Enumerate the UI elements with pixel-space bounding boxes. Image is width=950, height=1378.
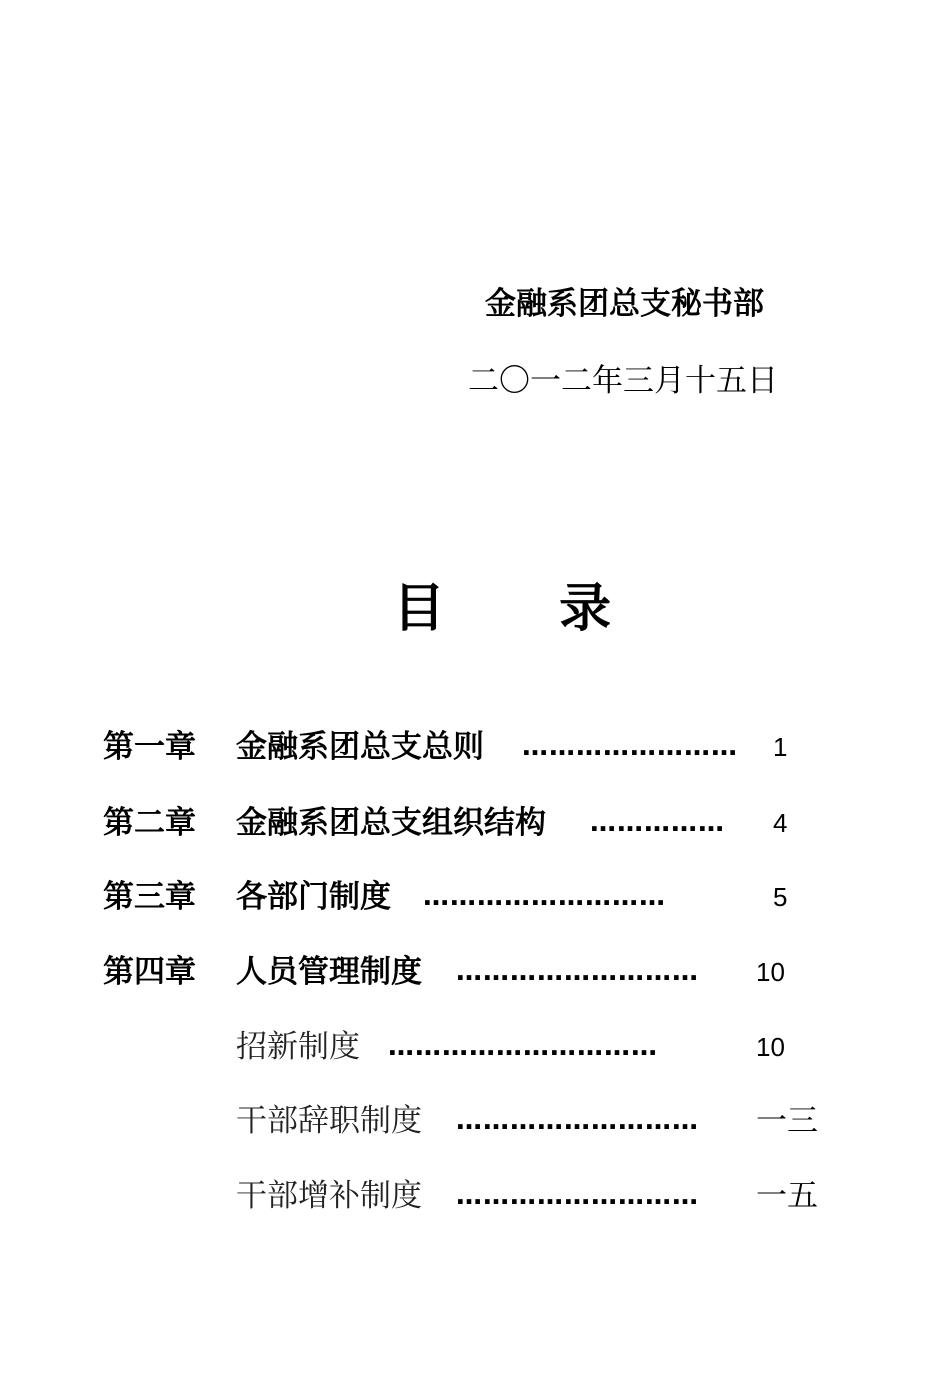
toc-leader-dots: ……………………… [456,957,699,987]
toc-page-number: 10 [756,1032,785,1062]
toc-page-number: 一三 [756,1103,818,1139]
toc-page-number: 4 [773,808,788,838]
toc-entry[interactable] [0,727,950,767]
toc-chapter-title: 金融系团总支组织结构 [236,805,546,841]
toc-page-number: 1 [773,732,788,762]
toc-entry[interactable] [0,877,950,917]
toc-chapter-label: 第二章 [103,805,196,841]
toc-subentry[interactable] [0,1027,950,1067]
toc-title: 目 录 [393,579,660,639]
toc-entry[interactable] [0,803,950,843]
toc-leader-dots: ………………………… [388,1032,658,1062]
toc-subentry-title: 干部增补制度 [236,1178,422,1214]
organization-name: 金融系团总支秘书部 [485,286,764,322]
toc-leader-dots: …………………… [522,732,738,762]
toc-entry[interactable] [0,952,950,992]
toc-leader-dots: ……………………… [456,1181,699,1211]
toc-subentry-title: 招新制度 [236,1029,360,1065]
toc-chapter-title: 人员管理制度 [236,954,422,990]
toc-subentry[interactable] [0,1101,950,1141]
toc-chapter-label: 第三章 [103,879,196,915]
toc-chapter-title: 金融系团总支总则 [236,729,484,765]
toc-subentry-title: 干部辞职制度 [236,1103,422,1139]
document-date: 二〇一二年三月十五日 [468,363,778,399]
toc-leader-dots: ……………………… [423,882,666,912]
toc-subentry[interactable] [0,1176,950,1216]
toc-leader-dots: …………… [590,808,725,838]
toc-page-number: 一五 [756,1178,818,1214]
toc-chapter-title: 各部门制度 [236,879,391,915]
toc-leader-dots: ……………………… [456,1106,699,1136]
toc-chapter-label: 第一章 [103,729,196,765]
toc-page-number: 10 [756,957,785,987]
toc-chapter-label: 第四章 [103,954,196,990]
toc-page-number: 5 [773,882,788,912]
